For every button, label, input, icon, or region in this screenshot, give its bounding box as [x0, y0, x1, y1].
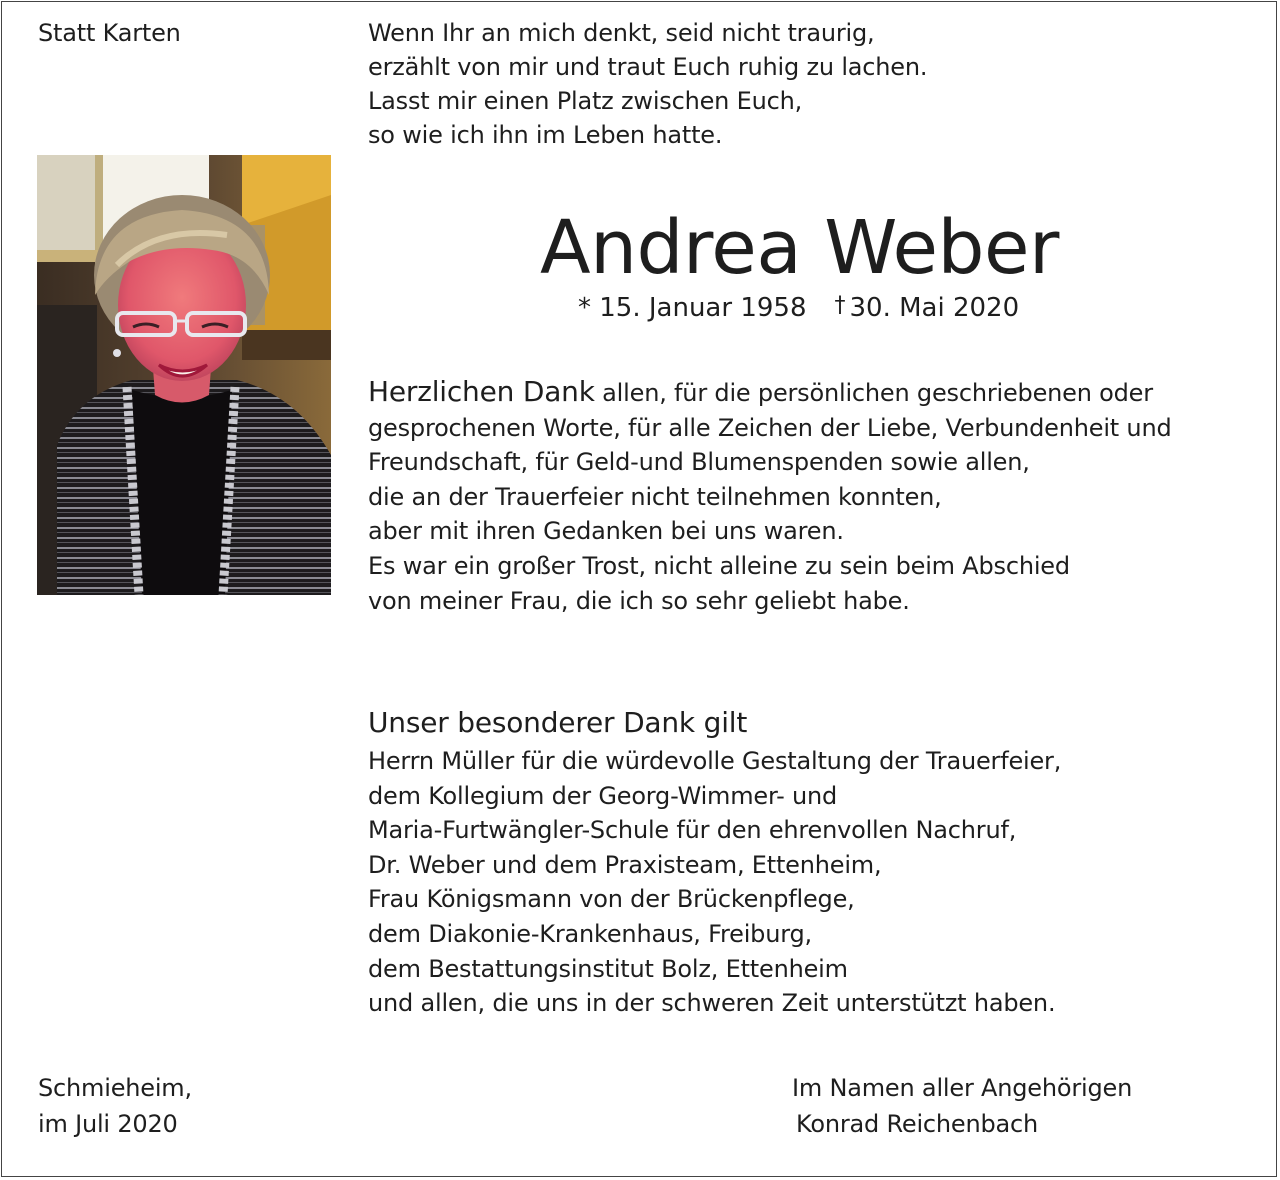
poem-line: Lasst mir einen Platz zwischen Euch,	[368, 87, 803, 115]
place-and-date	[38, 1070, 192, 1142]
thanks-line: von meiner Frau, die ich so sehr geliebt habe.	[368, 586, 910, 615]
death-date: 30. Mai 2020	[849, 293, 1020, 323]
thanks-line: Freundschaft, für Geld-und Blumenspenden sowie allen,	[368, 448, 1030, 477]
date: im Juli 2020	[38, 1110, 178, 1138]
signature-name: Konrad Reichenbach	[796, 1110, 1039, 1138]
signature	[792, 1070, 1132, 1142]
special-thanks-line: dem Diakonie-Krankenhaus, Freiburg,	[368, 919, 812, 948]
thanks-line: die an der Trauerfeier nicht teilnehmen konnten,	[368, 482, 942, 511]
special-thanks-line: dem Kollegium der Georg-Wimmer- und	[368, 781, 838, 810]
special-thanks-heading: Unser besonderer Dank gilt	[368, 706, 748, 739]
place: Schmieheim,	[38, 1074, 192, 1102]
deceased-name: Andrea Weber	[540, 205, 1059, 291]
thanks-general	[368, 375, 1172, 618]
special-thanks-list	[368, 744, 1061, 1021]
thanks-first-line	[368, 375, 1172, 411]
birth-date: * 15. Januar 1958	[578, 293, 807, 323]
special-thanks-line: Herrn Müller für die würdevolle Gestaltung der Trauerfeier,	[368, 747, 1062, 775]
poem-line: erzählt von mir und traut Euch ruhig zu lachen.	[368, 53, 928, 81]
thanks-first-line-rest: allen, für die persönlichen geschriebenen oder	[594, 379, 1153, 407]
portrait-photo	[37, 155, 331, 595]
special-thanks-line: Frau Königsmann von der Brückenpflege,	[368, 885, 855, 914]
thanks-lead: Herzlichen Dank	[368, 375, 595, 408]
thanks-line: Es war ein großer Trost, nicht alleine zu sein beim Abschied	[368, 551, 1070, 580]
signature-line1: Im Namen aller Angehörigen	[792, 1074, 1133, 1102]
poem-line: so wie ich ihn im Leben hatte.	[368, 121, 723, 149]
cross-icon: †	[834, 293, 846, 318]
poem	[368, 16, 927, 152]
special-thanks-line: und allen, die uns in der schweren Zeit unterstützt haben.	[368, 989, 1056, 1018]
thanks-line: aber mit ihren Gedanken bei uns waren.	[368, 517, 844, 546]
special-thanks-line: Dr. Weber und dem Praxisteam, Ettenheim,	[368, 850, 882, 879]
poem-line: Wenn Ihr an mich denkt, seid nicht traurig,	[368, 19, 875, 47]
thanks-line: gesprochenen Worte, für alle Zeichen der Liebe, Verbundenheit und	[368, 413, 1172, 442]
life-dates	[578, 288, 1019, 326]
special-thanks-line: dem Bestattungsinstitut Bolz, Ettenheim	[368, 954, 848, 983]
special-thanks-line: Maria-Furtwängler-Schule für den ehrenvollen Nachruf,	[368, 816, 1017, 845]
statt-karten-label: Statt Karten	[38, 19, 181, 47]
